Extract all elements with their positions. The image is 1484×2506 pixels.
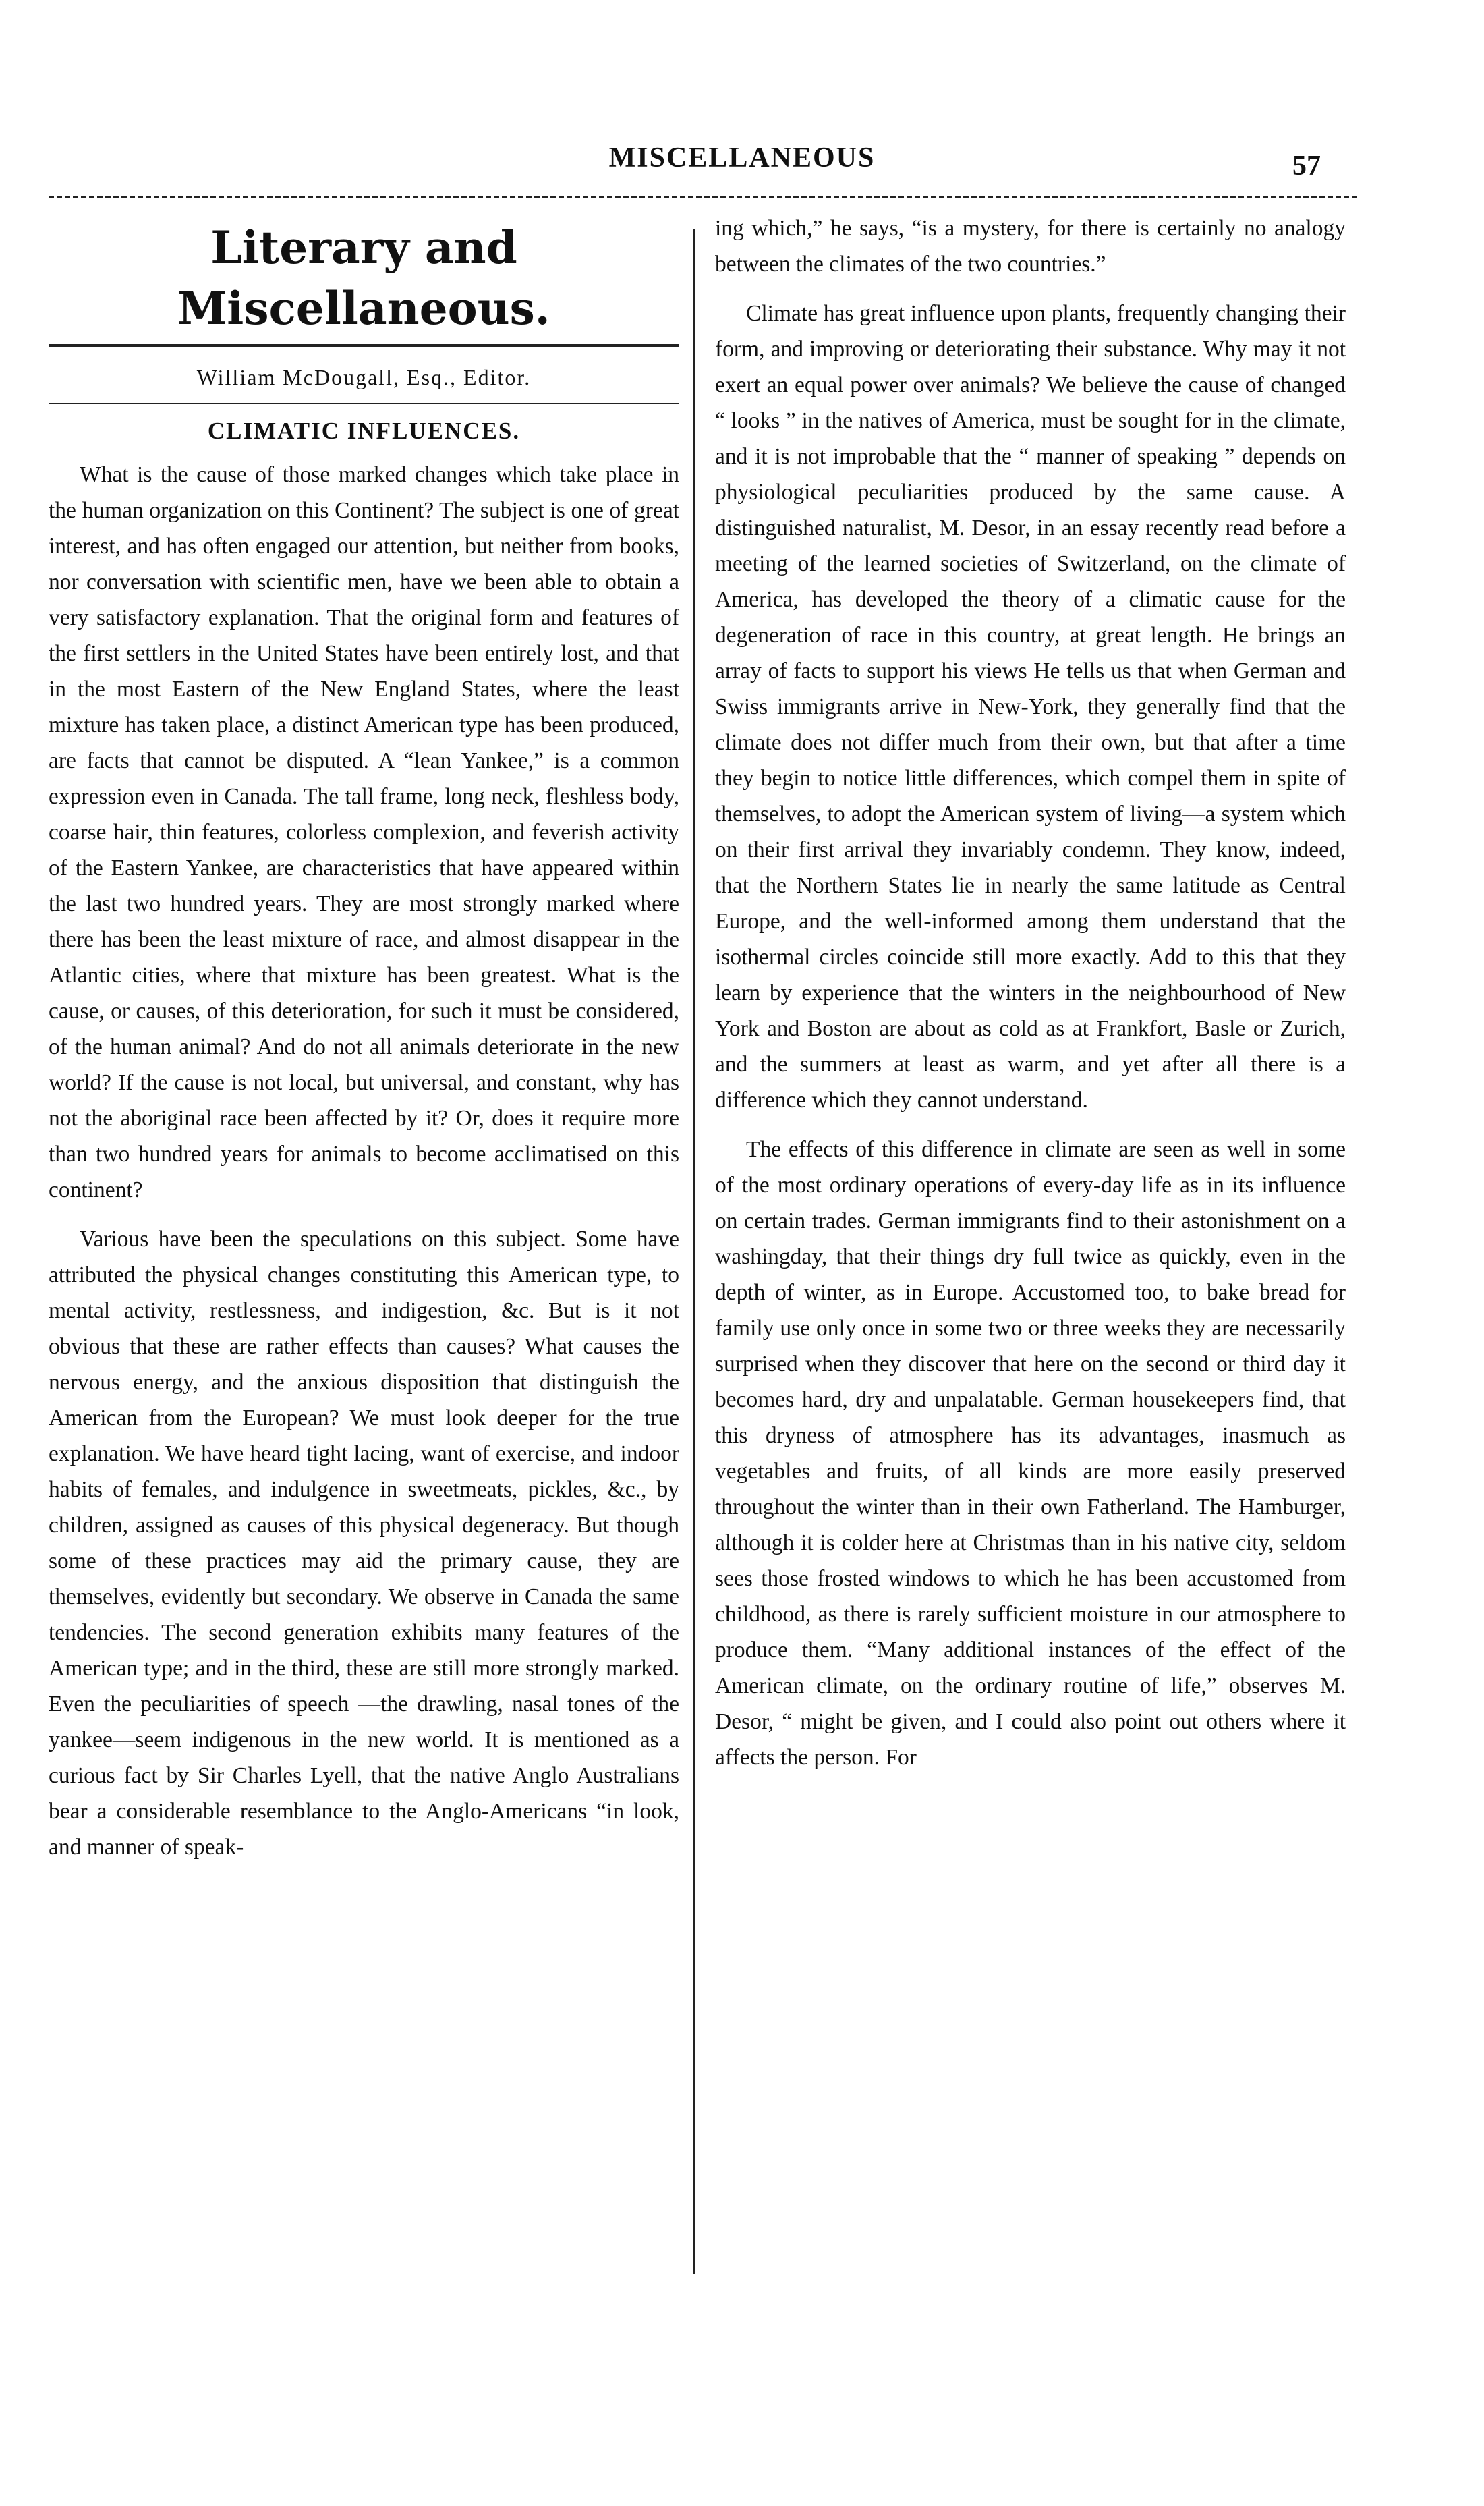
paragraph: What is the cause of those marked changes which take place in the human organization on this Continent? The subject is one of great interest, and has often engaged our attention, but neither from books, nor conversation with scientific men, have we been able to obtain a very satisfactory explanation. That the original form and features of the first settlers in the United States have been entirely lost, and that in the most Eastern of the New England States, where the least mixture has taken place, a distinct American type has been produced, are facts that cannot be disputed. A “lean Yankee,” is a common expression even in Canada. The tall frame, long neck, fleshless body, coarse hair, thin features, colorless complexion, and feverish activity of the Eastern Yankee, are characteristics that have appeared within the last two hundred years. They are most strongly marked where there has been the least mixture of race, and almost disappear in the Atlantic cities, where that mixture has been greatest. What is the cause, or causes, of this deterioration, for such it must be considered, of the human animal? And do not all animals deteriorate in the new world? If the cause is not local, but universal, and constant, why has not the aboriginal race been affected by it? Or, does it require more than two hundred years for animals to become acclimatised on this continent?: [49, 462, 679, 1202]
paragraph: The effects of this difference in climate are seen as well in some of the most ordinary operations of every-day life as in its influence on certain trades. German immigrants find to their astonishment on a washingday, that their things dry full twice as quickly, even in the depth of winter, as in Europe. Accustomed too, to bake bread for family use only once in some two or three weeks they are necessarily surprised when they discover that here on the second or third day it becomes hard, dry and unpalatable. German housekeepers find, that this dryness of atmosphere has its advantages, inasmuch as vegetables and fruits, of all kinds are more easily preserved throughout the winter than in their own Fatherland. The Hamburger, although it is colder here at Christmas than in his native city, seldom sees those frosted windows to which he has been accustomed from childhood, as there is rarely sufficient moisture in our atmosphere to produce them. “Many additional instances of the effect of the American climate, on the ordinary routine of life,” observes M. Desor, “ might be given, and I could also point out others where it affects the person. For: [715, 1137, 1346, 1770]
left-column: [49, 211, 679, 1878]
paragraph: ing which,” he says, “is a mystery, for there is certainly no analogy between the climates of the two countries.”: [715, 216, 1346, 277]
column-divider: [693, 229, 695, 2274]
masthead-rule: [49, 344, 679, 347]
paragraph: Various have been the speculations on this subject. Some have attributed the physical changes constituting this American type, to mental activity, restlessness, and indigestion, &c. But is it not obvious that these are rather effects than causes? What causes the nervous energy, and the anxious disposition that distinguish the American from the European? We must look deeper for the true explanation. We have heard tight lacing, want of exercise, and indoor habits of females, and indulgence in sweetmeats, pickles, &c., by children, assigned as causes of this physical degeneracy. But though some of these practices may aid the primary cause, they are themselves, evidently but secondary. We observe in Canada the same tendencies. The second generation exhibits many features of the American type; and in the third, these are still more strongly marked. Even the peculiarities of speech —the drawling, nasal tones of the yankee—seem indigenous in the new world. It is mentioned as a curious fact by Sir Charles Lyell, that the native Anglo Australians bear a considerable resemblance to the Anglo-Americans “in look, and manner of speak-: [49, 1227, 679, 1860]
header-rule: [49, 196, 1357, 198]
page-number: 57: [1292, 150, 1321, 182]
right-column: [715, 211, 1346, 1789]
article-title: CLIMATIC INFLUENCES.: [207, 418, 521, 444]
masthead: Literary and Miscellaneous.: [177, 221, 550, 335]
paragraph: Climate has great influence upon plants, frequently changing their form, and improving or deteriorating their substance. Why may it not exert an equal power over animals? We believe the cause of changed “ looks ” in the natives of America, must be sought for in the climate, and it is not improbable that the “ manner of speaking ” depends on physiological peculiarities produced by the same cause. A distinguished naturalist, M. Desor, in an essay recently read before a meeting of the learned societies of Switzerland, on the climate of America, has developed the theory of a climatic cause for the degeneration of race in this country, at great length. He brings an array of facts to support his views He tells us that when German and Swiss immigrants arrive in New-York, they generally find that the climate does not differ much from their own, but that after a time they begin to notice little differences, which compel them in spite of themselves, to adopt the American system of living—a system which on their first arrival they invariably condemn. They know, indeed, that the Northern States lie in nearly the same latitude as Central Europe, and the well-informed among them understand that the isothermal circles coincide still more exactly. Add to this that they learn by experience that the winters in the neighbourhood of New York and Boston are about as cold as at Frankfort, Basle or Zurich, and the summers at least as warm, and yet after all there is a difference which they cannot understand.: [715, 301, 1346, 1113]
editor-line: William McDougall, Esq., Editor.: [196, 365, 532, 389]
running-head: MISCELLANEOUS: [608, 142, 876, 173]
editor-rule: [49, 403, 679, 404]
